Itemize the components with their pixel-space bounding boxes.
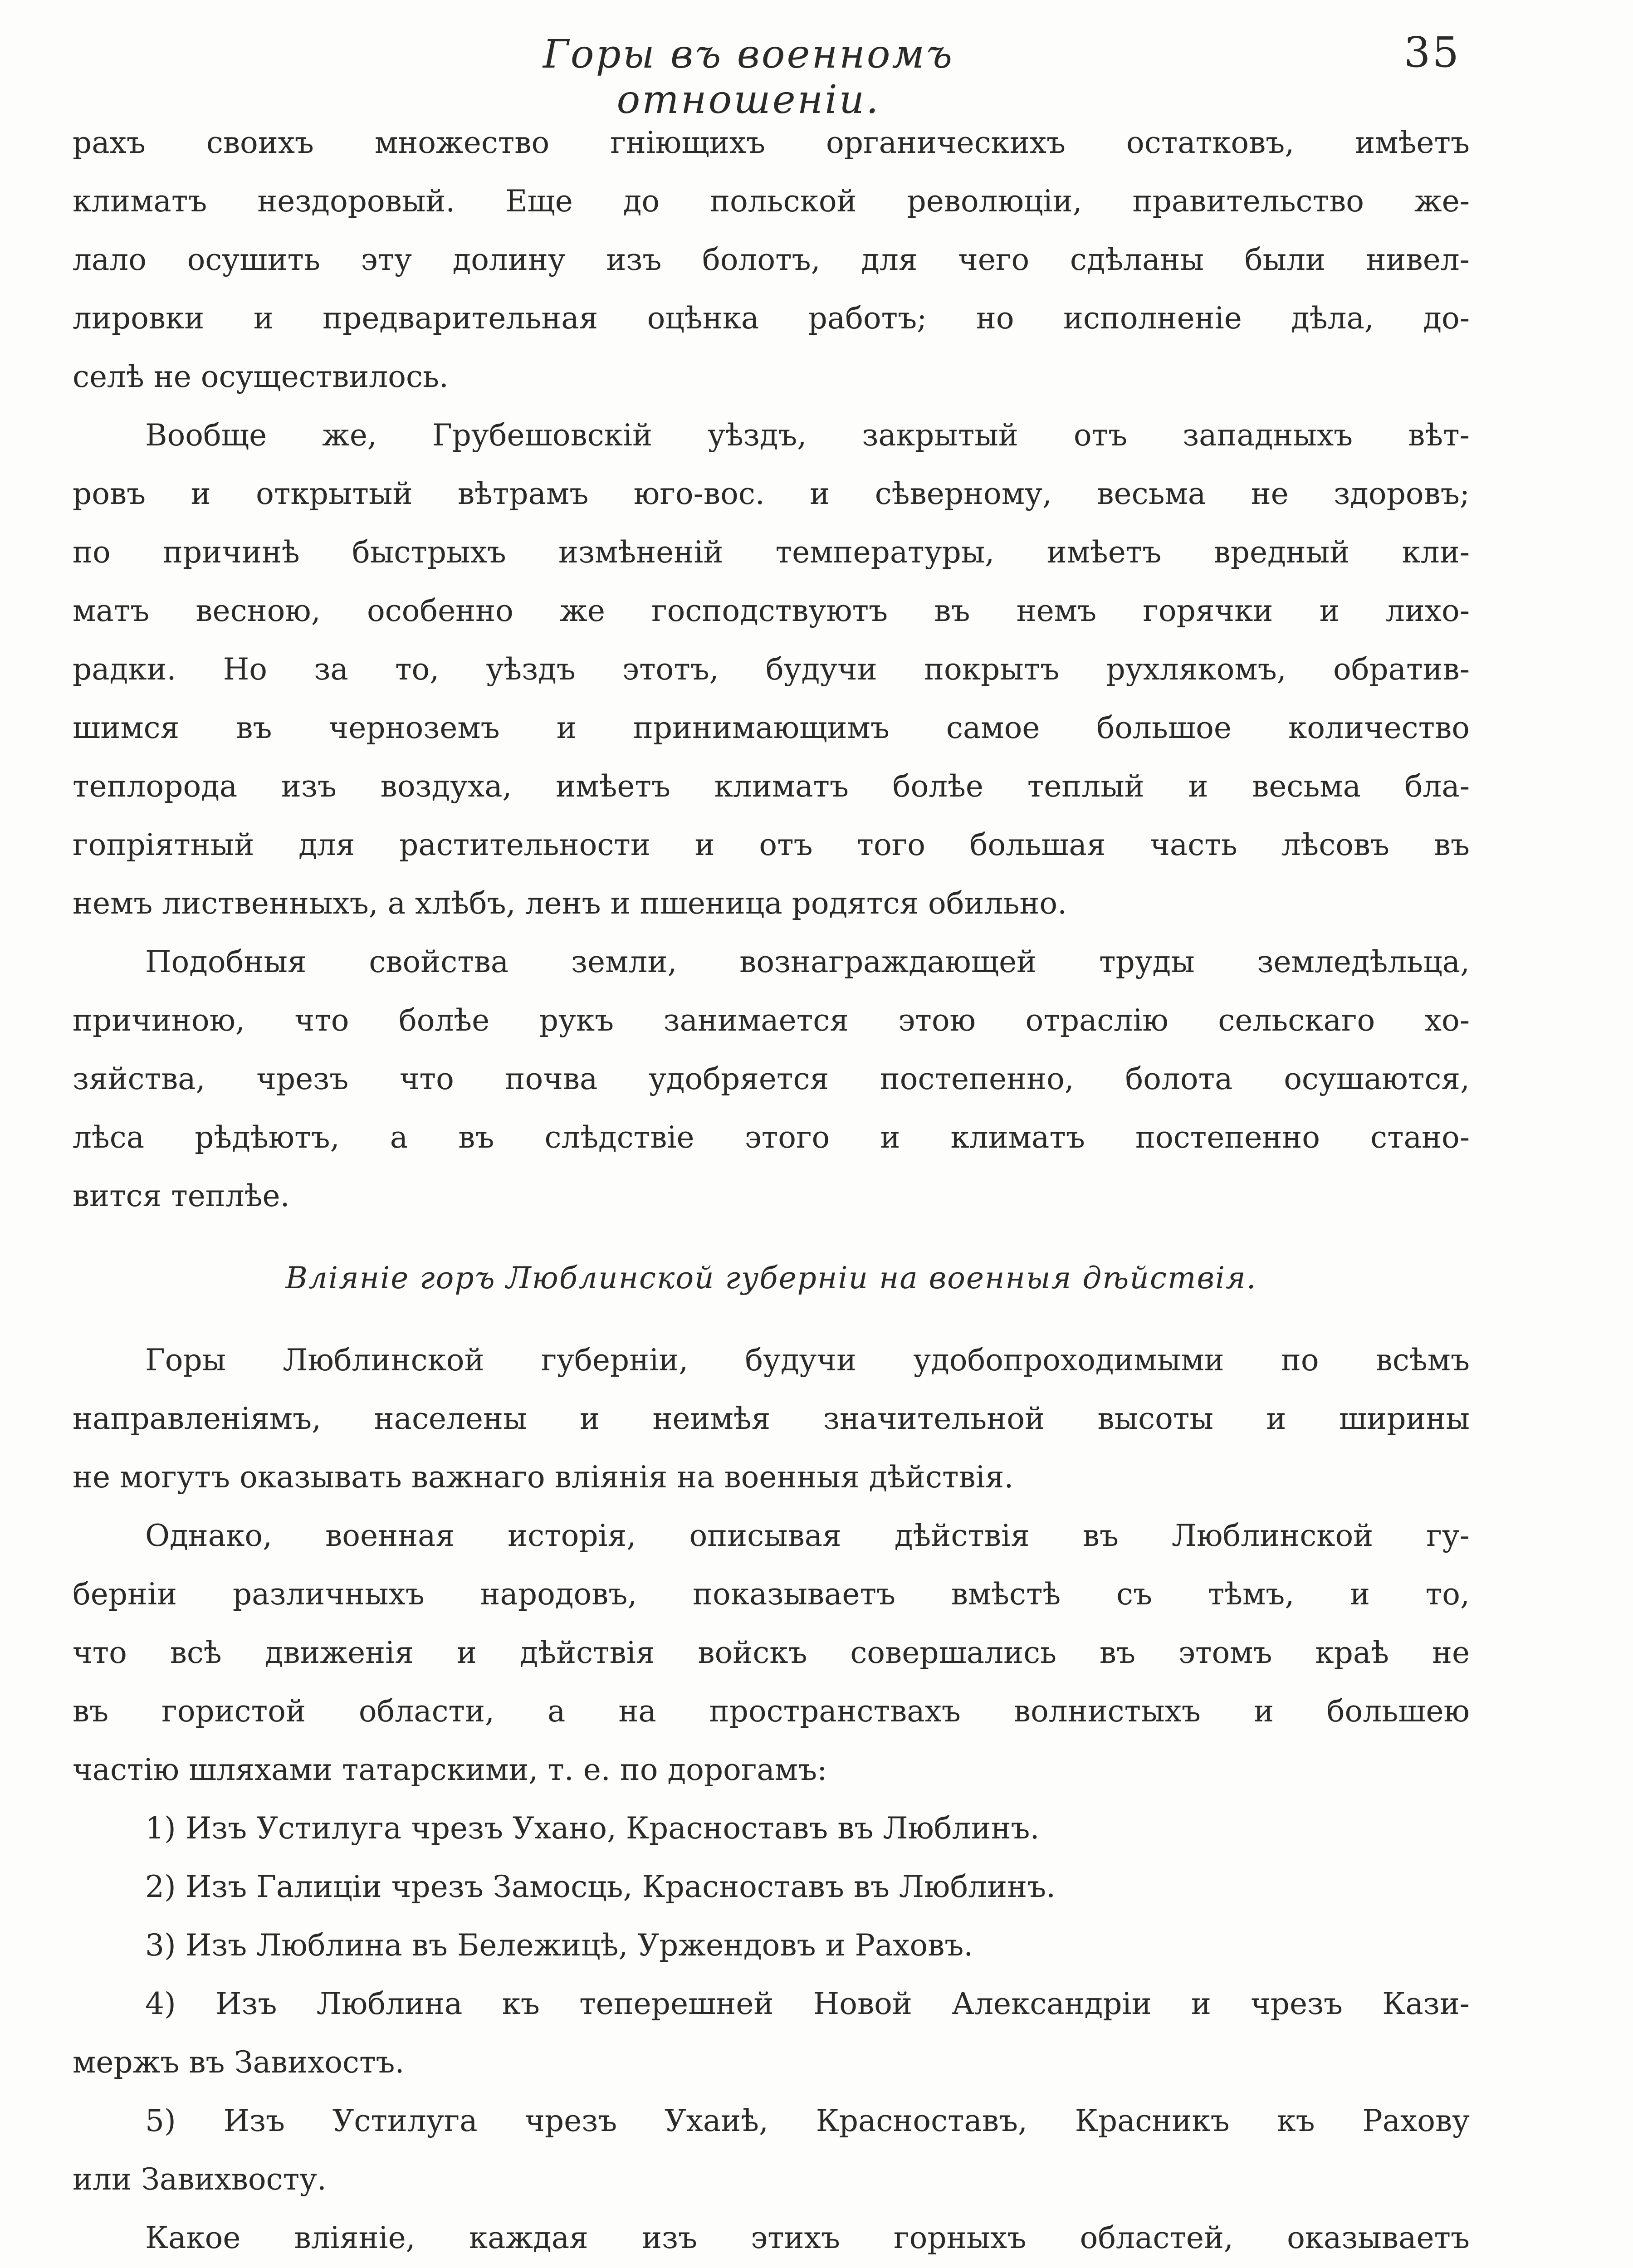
route-item: 2) Изъ Галиціи чрезъ Замосць, Красноставъ въ Люблинъ.: [145, 1869, 1056, 1904]
text-line: лѣса рѣдѣютъ, а въ слѣдствіе этого и климатъ постепенно стано-: [73, 1120, 1470, 1155]
text-line: направленіямъ, населены и неимѣя значительной высоты и ширины: [73, 1401, 1470, 1436]
text-line: лало осушить эту долину изъ болотъ, для чего сдѣланы были нивел-: [73, 242, 1470, 277]
running-title: Горы въ военномъ отношеніи.: [543, 32, 954, 122]
text-line: Горы Люблинской губерніи, будучи удобопроходимыми по всѣмъ: [145, 1343, 1470, 1378]
text-line: Подобныя свойства земли, вознаграждающей труды земледѣльца,: [145, 944, 1470, 979]
body-text: [73, 113, 1470, 2268]
route-item-continuation: или Завихвосту.: [73, 2162, 327, 2197]
text-line: ровъ и открытый вѣтрамъ юго-вос. и сѣверному, весьма не здоровъ;: [73, 476, 1470, 511]
text-line: Какое вліяніе, каждая изъ этихъ горныхъ областей, оказываетъ: [145, 2220, 1470, 2255]
section-heading: Вліяніе горъ Люблинской губерніи на военныя дѣйствія.: [285, 1261, 1257, 1295]
route-item: 5) Изъ Устилуга чрезъ Ухаиѣ, Красноставъ, Красникъ къ Рахову: [145, 2103, 1470, 2138]
text-line: по причинѣ быстрыхъ измѣненій температуры, имѣетъ вредный кли-: [73, 535, 1470, 570]
route-item-continuation: мержъ въ Завихостъ.: [73, 2045, 405, 2080]
page-number: 35: [1403, 28, 1461, 77]
text-line: зяйства, чрезъ что почва удобряется постепенно, болота осушаются,: [73, 1061, 1470, 1096]
text-line: шимся въ черноземъ и принимающимъ самое большое количество: [73, 710, 1470, 745]
text-line: берніи различныхъ народовъ, показываетъ вмѣстѣ съ тѣмъ, и то,: [73, 1577, 1470, 1612]
text-line: немъ лиственныхъ, а хлѣбъ, ленъ и пшеница родятся обильно.: [73, 886, 1067, 921]
text-line: не могутъ оказывать важнаго вліянія на военныя дѣйствія.: [73, 1460, 1014, 1495]
text-line: частію шляхами татарскими, т. е. по дорогамъ:: [73, 1752, 827, 1787]
route-item: 4) Изъ Люблина къ теперешней Новой Александріи и чрезъ Кази-: [145, 1986, 1470, 2021]
text-line: причиною, что болѣе рукъ занимается этою отраслію сельскаго хо-: [73, 1003, 1470, 1038]
text-line: вится теплѣе.: [73, 1178, 290, 1213]
text-line: лировки и предварительная оцѣнка работъ; но исполненіе дѣла, до-: [73, 301, 1470, 336]
text-line: теплорода изъ воздуха, имѣетъ климатъ болѣе теплый и весьма бла-: [73, 769, 1470, 804]
text-line: матъ весною, особенно же господствуютъ въ немъ горячки и лихо-: [73, 593, 1470, 628]
text-line: гопріятный для растительности и отъ того большая часть лѣсовъ въ: [73, 827, 1470, 862]
text-line: селѣ не осуществилось.: [73, 359, 449, 394]
route-item: 1) Изъ Устилуга чрезъ Ухано, Красноставъ въ Люблинъ.: [145, 1811, 1040, 1846]
text-line: что всѣ движенія и дѣйствія войскъ совершались въ этомъ краѣ не: [73, 1635, 1470, 1670]
text-line: въ гористой области, а на пространствахъ волнистыхъ и большею: [73, 1694, 1470, 1729]
text-line: Однако, военная исторія, описывая дѣйствія въ Люблинской гу-: [145, 1518, 1470, 1553]
route-item: 3) Изъ Люблина въ Бележицѣ, Уржендовъ и Раховъ.: [145, 1928, 973, 1963]
text-line: радки. Но за то, уѣздъ этотъ, будучи покрытъ рухлякомъ, обратив-: [73, 652, 1470, 687]
text-line: Вообще же, Грубешовскій уѣздъ, закрытый отъ западныхъ вѣт-: [145, 418, 1470, 453]
text-line: рахъ своихъ множество гніющихъ органическихъ остатковъ, имѣетъ: [73, 125, 1470, 160]
text-line: климатъ нездоровый. Еще до польской революціи, правительство же-: [73, 184, 1470, 219]
